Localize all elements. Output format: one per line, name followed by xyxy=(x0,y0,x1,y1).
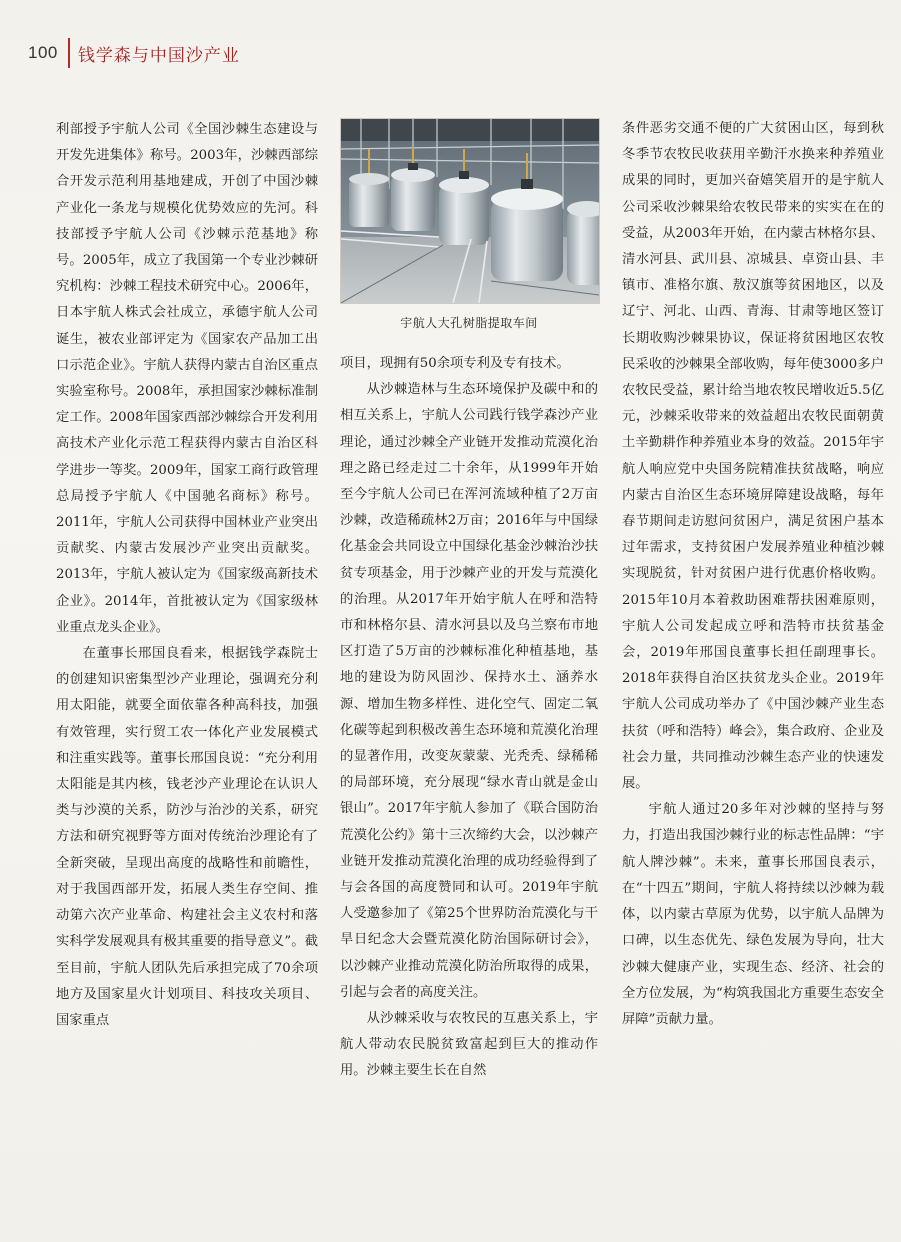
page-number: 100 xyxy=(28,43,58,62)
paragraph: 从沙棘造林与生态环境保护及碳中和的相互关系上，宇航人公司践行钱学森沙产业理论，通过沙棘全产业链开发推动荒漠化治理之路已经走过二十余年，从1999年开始至今宇航人公司已在浑河流域种植了2万亩沙棘，改造稀疏林2万亩；2016年与中国绿化基金会共同设立中国绿化基金沙棘治沙扶贫专项基金，用于沙棘产业的开发与荒漠化的治理。从2017年开始宇航人在呼和浩特市和林格尔县、清水河县以及乌兰察布市地区打造了5万亩的沙棘标准化种植基地，基地的建设为防风固沙、保持水土、涵养水源、增加生物多样性、进化空气、固定二氧化碳等起到积极改善生态环境和荒漠化治理的显著作用，改变灰蒙蒙、光秃秃、绿稀稀的局部环境，充分展现“绿水青山就是金山银山”。2017年宇航人参加了《联合国防治荒漠化公约》第十三次缔约大会，以沙棘产业链开发推动荒漠化治理的成功经验得到了与会各国的高度赞同和认可。2019年宇航人受邀参加了《第25个世界防治荒漠化与干旱日纪念大会暨荒漠化防治国际研讨会》，以沙棘产业推动荒漠化防治所取得的成果，引起与会者的高度关注。 xyxy=(340,382,598,1000)
factory-photo-figure xyxy=(340,118,598,331)
extraction-workshop-photo xyxy=(340,118,600,304)
text-column-middle xyxy=(340,351,598,1085)
book-title: 钱学森与中国沙产业 xyxy=(77,45,240,66)
paragraph: 宇航人通过20多年对沙棘的坚持与努力，打造出我国沙棘行业的标志性品牌：“宇航人牌沙棘”。未来，董事长邢国良表示，在“十四五”期间，宇航人将持续以沙棘为载体，以内蒙古草原为优势，以宇航人品牌为口碑，以生态优先、绿色发展为导向，壮大沙棘大健康产业，实现生态、经济、社会的全方位发展，为“构筑我国北方重要生态安全屏障”贡献力量。 xyxy=(622,802,884,1027)
paragraph: 从沙棘采收与农牧民的互惠关系上，宇航人带动农民脱贫致富起到巨大的推动作用。沙棘主要生长在自然 xyxy=(340,1011,598,1079)
header-divider xyxy=(68,38,70,68)
paragraph: 项目，现拥有50余项专利及专有技术。 xyxy=(340,356,570,371)
text-column-left xyxy=(56,117,318,1034)
paragraph: 利部授予宇航人公司《全国沙棘生态建设与开发先进集体》称号。2003年，沙棘西部综合开发示范利用基地建成，开创了中国沙棘产业化一条龙与规模化优势效应的先河。科技部授予宇航人公司《沙棘示范基地》称号。2005年，成立了我国第一个专业沙棘研究机构：沙棘工程技术研究中心。2006年，日本宇航人株式会社成立，承德宇航人公司诞生，被农业部评定为《国家农产品加工出口示范企业》。宇航人获得内蒙古自治区重点实验室称号。2008年，承担国家沙棘标准制定工作。2008年国家西部沙棘综合开发利用高技术产业化示范工程获得内蒙古自治区科学进步一等奖。2009年，国家工商行政管理总局授予宇航人《中国驰名商标》称号。2011年，宇航人公司获得中国林业产业突出贡献奖、内蒙古发展沙产业突出贡献奖。2013年，宇航人被认定为《国家级高新技术企业》。2014年，首批被认定为《国家级林业重点龙头企业》。 xyxy=(56,122,318,635)
text-column-right xyxy=(622,116,884,1033)
figure-caption: 宇航人大孔树脂提取车间 xyxy=(400,316,538,330)
paragraph: 条件恶劣交通不便的广大贫困山区，每到秋冬季节农牧民收获用辛勤汗水换来种养殖业成果的同时，更加兴奋嬉笑眉开的是宇航人公司采收沙棘果给农牧民带来的实实在在的受益，从2003年开始，在内蒙古林格尔县、清水河县、武川县、凉城县、卓资山县、丰镇市、准格尔旗、敖汉旗等贫困地区，以及辽宁、河北、山西、青海、甘肃等地区签订长期收购沙棘果协议，保证将贫困地区农牧民采收的沙棘果全部收购，每年使3000多户农牧民受益，累计给当地农牧民增收近5.5亿元，沙棘采收带来的效益超出农牧民面朝黄土辛勤耕作种养殖业本身的效益。2015年宇航人响应党中央国务院精准扶贫战略，响应内蒙古自治区生态环境屏障建设战略，每年春节期间走访慰问贫困户，满足贫困户基本过年需求，支持贫困户发展养殖业种植沙棘实现脱贫，针对贫困户进行优惠价格收购。2015年10月本着救助困难帮扶困难原则，宇航人公司发起成立呼和浩特市扶贫基金会，2019年邢国良董事长担任副理事长。2018年获得自治区扶贫龙头企业。2019年宇航人公司成功举办了《中国沙棘产业生态扶贫（呼和浩特）峰会》，集合政府、企业及社会力量，共同推动沙棘生态产业的快速发展。 xyxy=(622,121,884,792)
page-header xyxy=(28,36,240,70)
paragraph: 在董事长邢国良看来，根据钱学森院士的创建知识密集型沙产业理论，强调充分利用太阳能，就要全面依靠各种高科技，加强有效管理，实行贸工农一体化产业发展模式和注重实践等。董事长邢国良说：“充分利用太阳能是其内核，钱老沙产业理论在认识人类与沙漠的关系，防沙与治沙的关系，研究方法和研究视野等方面对传统治沙理论有了全新突破，呈现出高度的战略性和前瞻性，对于我国西部开发，拓展人类生存空间、推动第六次产业革命、构建社会主义农村和落实科学发展观具有极其重要的指导意义”。截至目前，宇航人团队先后承担完成了70余项地方及国家星火计划项目、科技攻关项目、国家重点 xyxy=(56,646,318,1028)
